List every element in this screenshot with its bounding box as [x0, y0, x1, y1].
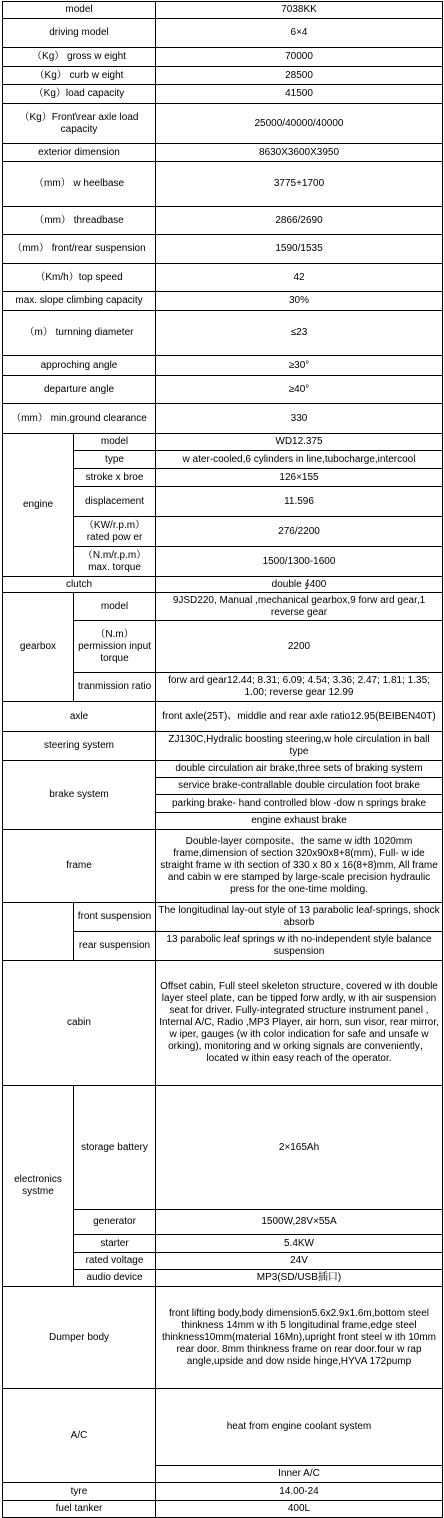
spec-value: The longitudinal lay-out style of 13 parabolic leaf-springs, shock absorb — [156, 903, 443, 932]
spec-sublabel: front suspension — [74, 903, 156, 932]
spec-sublabel: （KW/r.p.m） rated pow er — [74, 517, 156, 547]
spec-row-model — [3, 2, 443, 19]
group-label-brake: brake system — [3, 761, 156, 830]
group-label-engine: engine — [3, 434, 74, 577]
spec-sublabel: rear suspension — [74, 932, 156, 961]
spec-value: 9JSD220, Manual ,mechanical gearbox,9 forw ard gear,1 reverse gear — [156, 593, 443, 621]
spec-label: driving model — [3, 19, 156, 48]
spec-value: front lifting body,body dimension5.6x2.9x1.6m,bottom steel thinkness 14mm w ith 5 longitudinal frame,edge steel thinkness10mm(material 16Mn),upright front steel w ith 10mm rear door. 8mm thinkness frame on rear door.four w rap angle,upside and dow nside hinge,HYVA 172pump — [156, 1287, 443, 1389]
spec-row-wheelbase — [3, 162, 443, 207]
group-label-electronics: electronics systme — [3, 1086, 74, 1287]
spec-row-turning — [3, 311, 443, 356]
brake-row — [3, 761, 443, 778]
spec-row-suspension-overhang — [3, 235, 443, 264]
spec-value: front axle(25T)、middle and rear axle ratio12.95(BEIBEN40T) — [156, 702, 443, 732]
spec-value: Double-layer composite、the same w idth 1020mm frame,dimension of section 320x90x8+8(mm), Full- w ide straight frame w ith section of 330 x 80 x 16(8+8)mm, All frame and cabin w ere stamped by large-scale precision hydraulic press for the one-time molding. — [156, 830, 443, 903]
spec-value: parking brake- hand controlled blow -dow n springs brake — [156, 795, 443, 813]
spec-label: （mm） threadbase — [3, 207, 156, 235]
ac-row — [3, 1389, 443, 1466]
spec-value: 8630X3600X3950 — [156, 144, 443, 162]
spec-value: 330 — [156, 404, 443, 434]
spec-label: exterior dimension — [3, 144, 156, 162]
spec-value: 1590/1535 — [156, 235, 443, 264]
spec-value: 3775+1700 — [156, 162, 443, 207]
spec-label: （mm） min.ground clearance — [3, 404, 156, 434]
spec-value: 30% — [156, 292, 443, 311]
spec-value: double circulation air brake,three sets of braking system — [156, 761, 443, 778]
group-label-ac: A/C — [3, 1389, 156, 1483]
spec-row-frame — [3, 830, 443, 903]
spec-label: steering system — [3, 732, 156, 761]
spec-value: 1500W,28V×55A — [156, 1210, 443, 1235]
spec-sublabel: （N.m/r.p.m） max. torque — [74, 547, 156, 577]
spec-row-slope — [3, 292, 443, 311]
spec-row-departure — [3, 376, 443, 404]
spec-label: axle — [3, 702, 156, 732]
spec-value: 2×165Ah — [156, 1086, 443, 1210]
spec-sublabel: generator — [74, 1210, 156, 1235]
spec-value: 2200 — [156, 621, 443, 673]
spec-sublabel: tranmission ratio — [74, 673, 156, 702]
spec-label: （Km/h）top speed — [3, 264, 156, 292]
spec-value: w ater-cooled,6 cylinders in line,tubocharge,intercool — [156, 451, 443, 469]
spec-row-axle-load — [3, 104, 443, 144]
suspension-group-blank — [3, 903, 74, 961]
spec-value: heat from engine coolant system — [156, 1389, 443, 1466]
spec-label: frame — [3, 830, 156, 903]
spec-value: Inner A/C — [156, 1466, 443, 1483]
spec-value: MP3(SD/USB插口) — [156, 1270, 443, 1287]
spec-label: departure angle — [3, 376, 156, 404]
spec-label: （mm） w heelbase — [3, 162, 156, 207]
spec-label: clutch — [3, 577, 156, 593]
spec-label: tyre — [3, 1483, 156, 1501]
spec-label: （mm） front/rear suspension — [3, 235, 156, 264]
spec-value: ZJ130C,Hydralic boosting steering,w hole circulation in ball type — [156, 732, 443, 761]
spec-row-tyre — [3, 1483, 443, 1501]
spec-label: （Kg）load capacity — [3, 85, 156, 104]
spec-row-dumper — [3, 1287, 443, 1389]
gearbox-row — [3, 593, 443, 621]
spec-row-clutch — [3, 577, 443, 593]
spec-row-steering — [3, 732, 443, 761]
spec-value: 42 — [156, 264, 443, 292]
spec-row-threadbase — [3, 207, 443, 235]
spec-value: 24V — [156, 1253, 443, 1270]
suspension-row — [3, 903, 443, 932]
spec-value: ≤23 — [156, 311, 443, 356]
spec-row-load-capacity — [3, 85, 443, 104]
spec-value: 1500/1300-1600 — [156, 547, 443, 577]
spec-label: max. slope climbing capacity — [3, 292, 156, 311]
spec-value: engine exhaust brake — [156, 813, 443, 830]
spec-sublabel: storage battery — [74, 1086, 156, 1210]
spec-row-cabin — [3, 961, 443, 1086]
group-label-gearbox: gearbox — [3, 593, 74, 702]
spec-label: （Kg）Front\rear axle load capacity — [3, 104, 156, 144]
spec-label: （Kg） curb w eight — [3, 67, 156, 85]
spec-sublabel: （N.m） permission input torque — [74, 621, 156, 673]
spec-row-approach — [3, 356, 443, 376]
spec-sublabel: model — [74, 434, 156, 451]
spec-value: double ∮400 — [156, 577, 443, 593]
spec-row-top-speed — [3, 264, 443, 292]
spec-row-axle — [3, 702, 443, 732]
spec-sublabel: model — [74, 593, 156, 621]
spec-value: 7038KK — [156, 2, 443, 19]
spec-row-fuel — [3, 1501, 443, 1518]
spec-row-exterior-dimension — [3, 144, 443, 162]
spec-sublabel: starter — [74, 1235, 156, 1253]
spec-value: 276/2200 — [156, 517, 443, 547]
spec-value: WD12.375 — [156, 434, 443, 451]
spec-value: 70000 — [156, 48, 443, 67]
spec-row-curb-weight — [3, 67, 443, 85]
spec-value: 126×155 — [156, 469, 443, 487]
spec-label: fuel tanker — [3, 1501, 156, 1518]
spec-label: model — [3, 2, 156, 19]
spec-value: 14.00-24 — [156, 1483, 443, 1501]
spec-value: ≥40° — [156, 376, 443, 404]
spec-value: forw ard gear12.44; 8.31; 6.09; 4.54; 3.36; 2.47; 1.81; 1.35; 1.00; reverse gear 12.99 — [156, 673, 443, 702]
spec-value: ≥30° — [156, 356, 443, 376]
spec-value: 400L — [156, 1501, 443, 1518]
spec-label: approching angle — [3, 356, 156, 376]
spec-value: 5.4KW — [156, 1235, 443, 1253]
spec-value: service brake-contrallable double circulation foot brake — [156, 778, 443, 795]
spec-value: 11.596 — [156, 487, 443, 517]
spec-value: 41500 — [156, 85, 443, 104]
spec-value: 25000/40000/40000 — [156, 104, 443, 144]
electronics-row — [3, 1086, 443, 1210]
spec-label: cabin — [3, 961, 156, 1086]
spec-sublabel: audio device — [74, 1270, 156, 1287]
spec-label: （Kg） gross w eight — [3, 48, 156, 67]
spec-label: Dumper body — [3, 1287, 156, 1389]
spec-row-gross-weight — [3, 48, 443, 67]
spec-sublabel: displacement — [74, 487, 156, 517]
spec-value: 6×4 — [156, 19, 443, 48]
spec-value: 2866/2690 — [156, 207, 443, 235]
spec-sublabel: stroke x broe — [74, 469, 156, 487]
spec-value: 28500 — [156, 67, 443, 85]
engine-row — [3, 434, 443, 451]
spec-sublabel: rated voltage — [74, 1253, 156, 1270]
spec-value: Offset cabin, Full steel skeleton structure, covered w ith double layer steel plate, can be tipped forw ardly, w ith air suspension seat for driver. Fully-integrated structure instrument panel , Internal A/C, Radio ,MP3 Player, air horn, sun visor, rear mirror, w iper, gauges (w ith color indication for safe and unsafe w orking), monitoring and w orking signals are conveniently，located w ithin easy reach of the operator. — [156, 961, 443, 1086]
spec-sublabel: type — [74, 451, 156, 469]
spec-table — [2, 1, 443, 1518]
spec-row-driving-model — [3, 19, 443, 48]
spec-value: 13 parabolic leaf springs w ith no-independent style balance suspension — [156, 932, 443, 961]
spec-label: （m） turnning diameter — [3, 311, 156, 356]
spec-row-clearance — [3, 404, 443, 434]
